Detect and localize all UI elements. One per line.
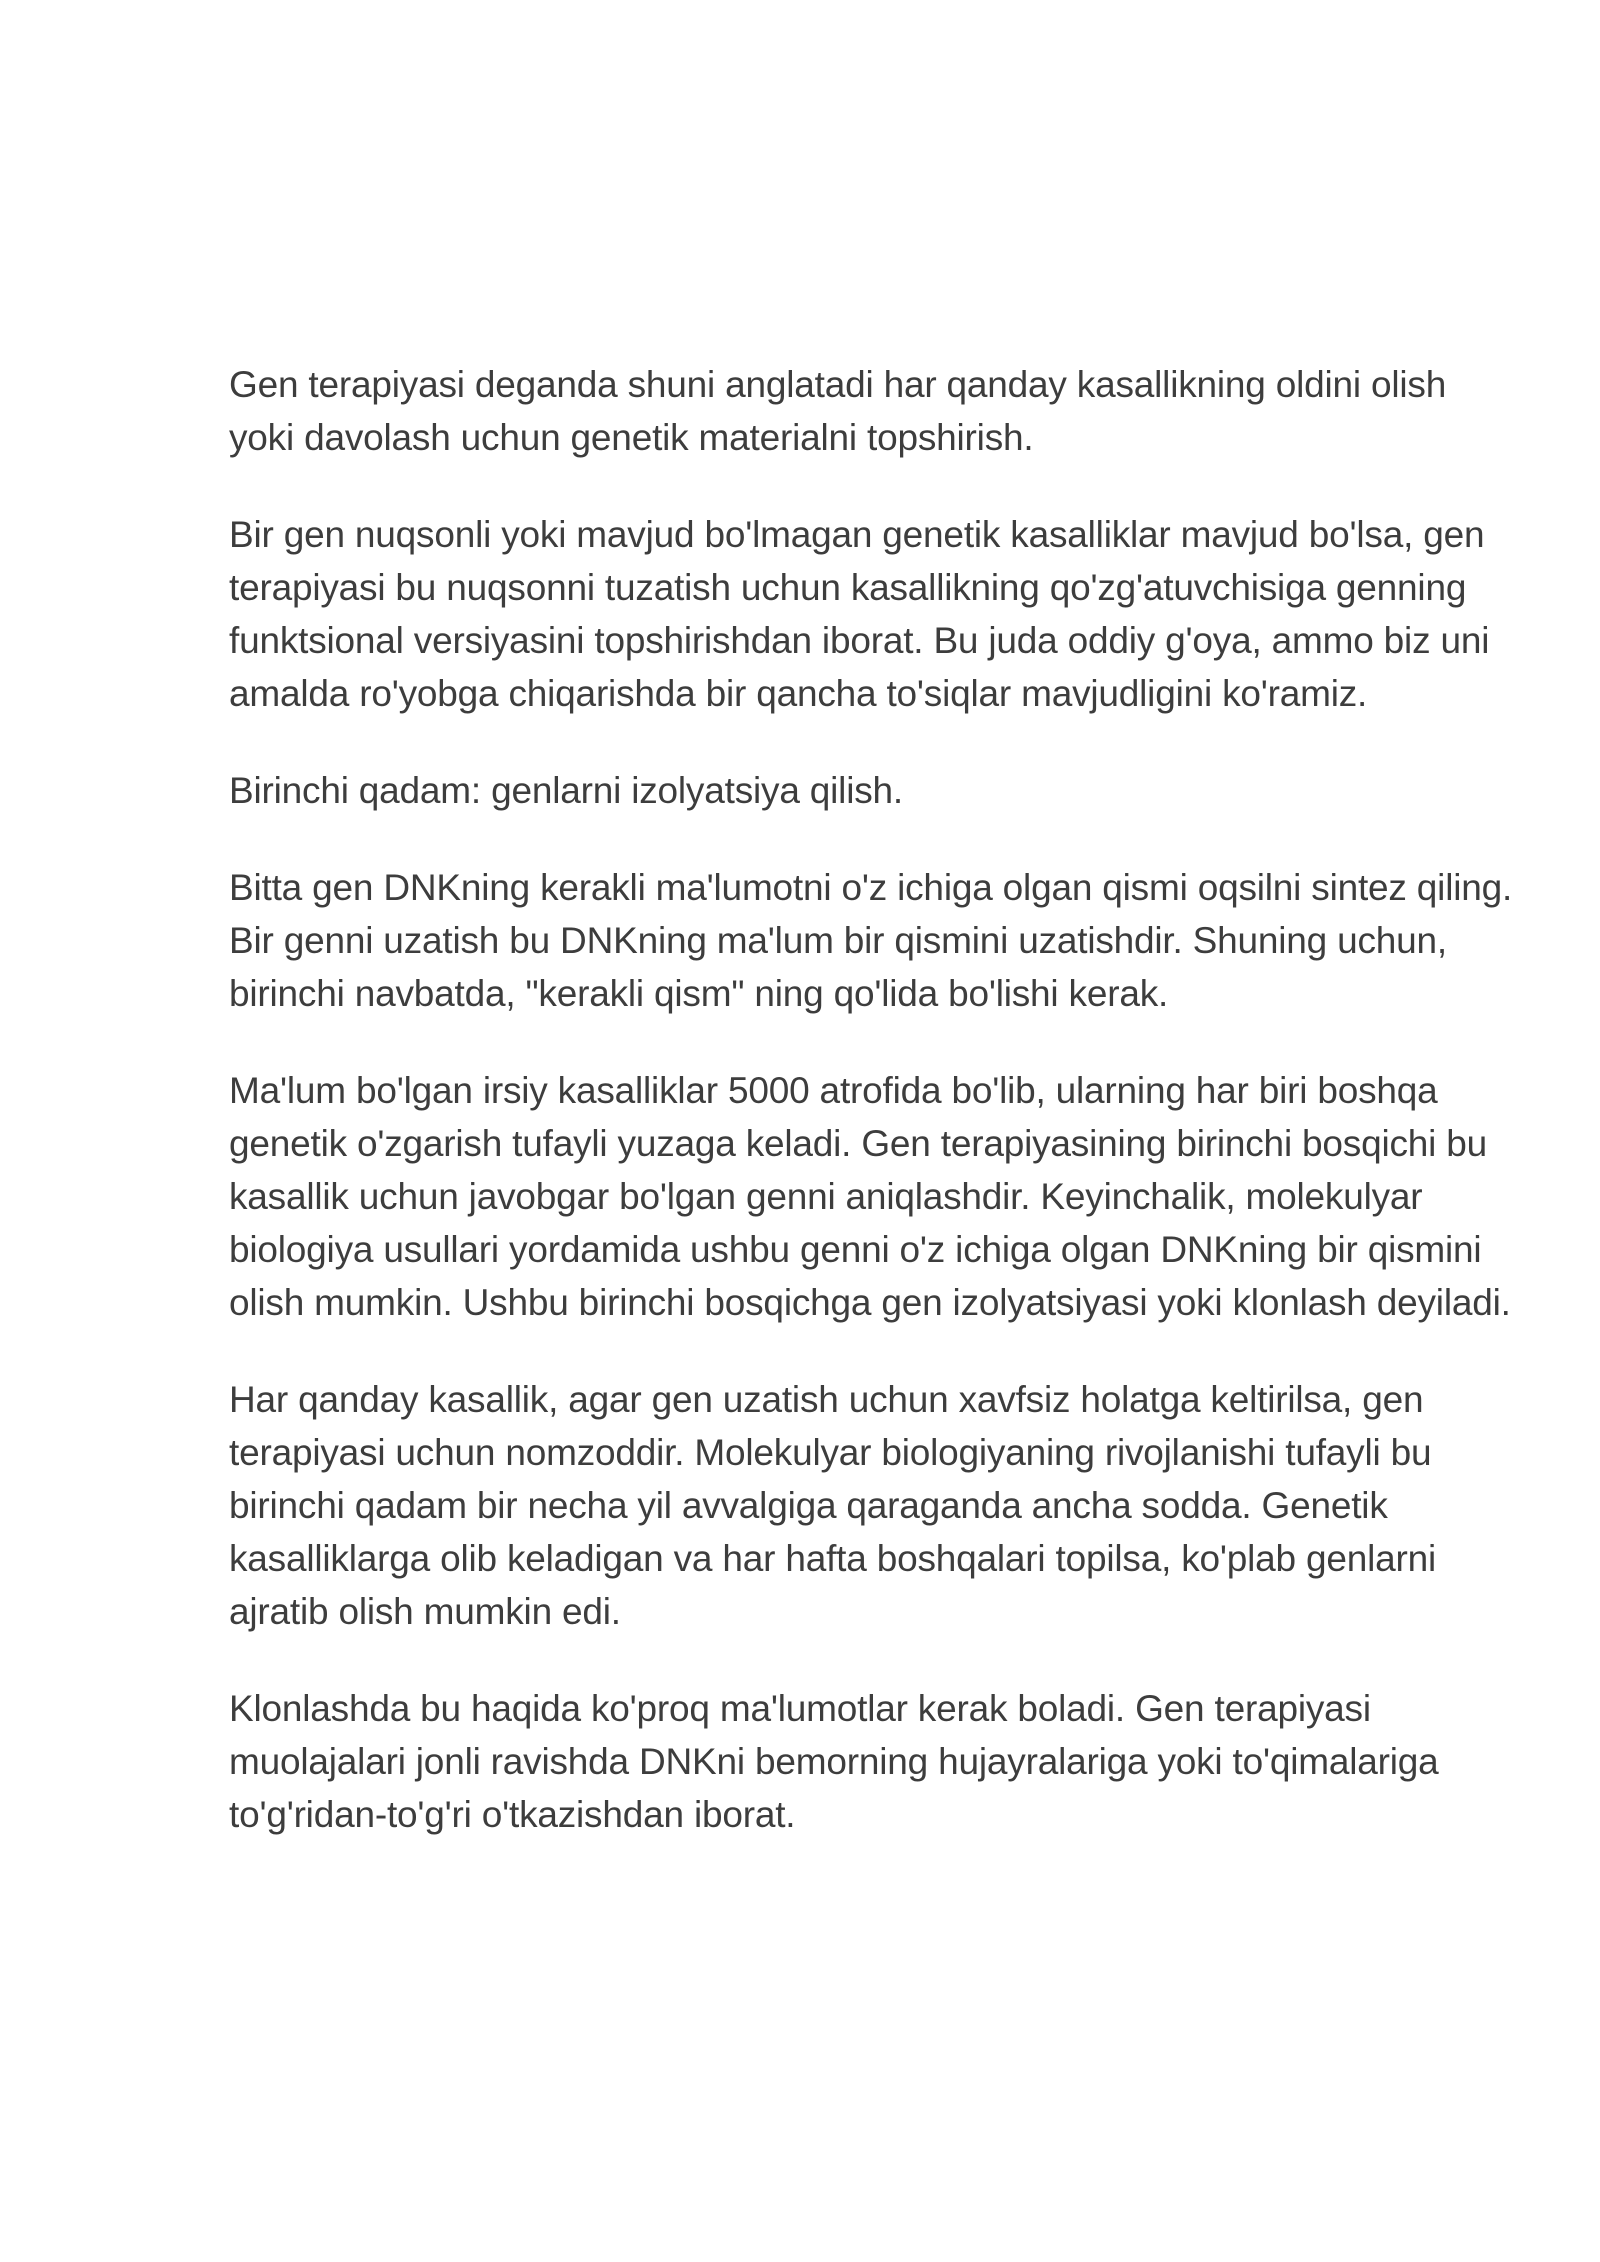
paragraph-single-gene: Bitta gen DNKning kerakli ma'lumotni o'z ichiga olgan qismi oqsilni sintez qiling. Bir genni uzatish bu DNKning ma'lum bir qismini uzatishdir. Shuning uchun, birinchi navbatda, "kerakli qism" ning qo'lida bo'lishi kerak. [229, 867, 1513, 1014]
document-body [229, 358, 1519, 1885]
paragraph-first-step: Birinchi qadam: genlarni izolyatsiya qilish. [229, 770, 903, 811]
paragraph-candidate-disease: Har qanday kasallik, agar gen uzatish uchun xavfsiz holatga keltirilsa, gen terapiyasi uchun nomzoddir. Molekulyar biologiyaning rivojlanishi tufayli bu birinchi qadam bir necha yil avvalgiga qaraganda ancha sodda. Genetik kasalliklarga olib keladigan va har hafta boshqalari topilsa, ko'plab genlarni ajratib olish mumkin edi. [229, 1379, 1437, 1632]
paragraph-gene-defect: Bir gen nuqsonli yoki mavjud bo'lmagan genetik kasalliklar mavjud bo'lsa, gen terapiyasi bu nuqsonni tuzatish uchun kasallikning qo'zg'atuvchisiga genning funktsional versiyasini topshirishdan iborat. Bu juda oddiy g'oya, ammo biz uni amalda ro'yobga chiqarishda bir qancha to'siqlar mavjudligini ko'ramiz. [229, 514, 1490, 714]
paragraph-definition: Gen terapiyasi deganda shuni anglatadi har qanday kasallikning oldini olish yoki davolash uchun genetik materialni topshirish. [229, 364, 1447, 458]
paragraph-hereditary-diseases: Ma'lum bo'lgan irsiy kasalliklar 5000 atrofida bo'lib, ularning har biri boshqa genetik o'zgarish tufayli yuzaga keladi. Gen terapiyasining birinchi bosqichi bu kasallik uchun javobgar bo'lgan genni aniqlashdir. Keyinchalik, molekulyar biologiya usullari yordamida ushbu genni o'z ichiga olgan DNKning bir qismini olish mumkin. Ushbu birinchi bosqichga gen izolyatsiyasi yoki klonlash deyiladi. [229, 1070, 1511, 1323]
paragraph-cloning: Klonlashda bu haqida ko'proq ma'lumotlar kerak boladi. Gen terapiyasi muolajalari jonli ravishda DNKni bemorning hujayralariga yoki to'qimalariga to'g'ridan-to'g'ri o'tkazishdan iborat. [229, 1688, 1439, 1835]
